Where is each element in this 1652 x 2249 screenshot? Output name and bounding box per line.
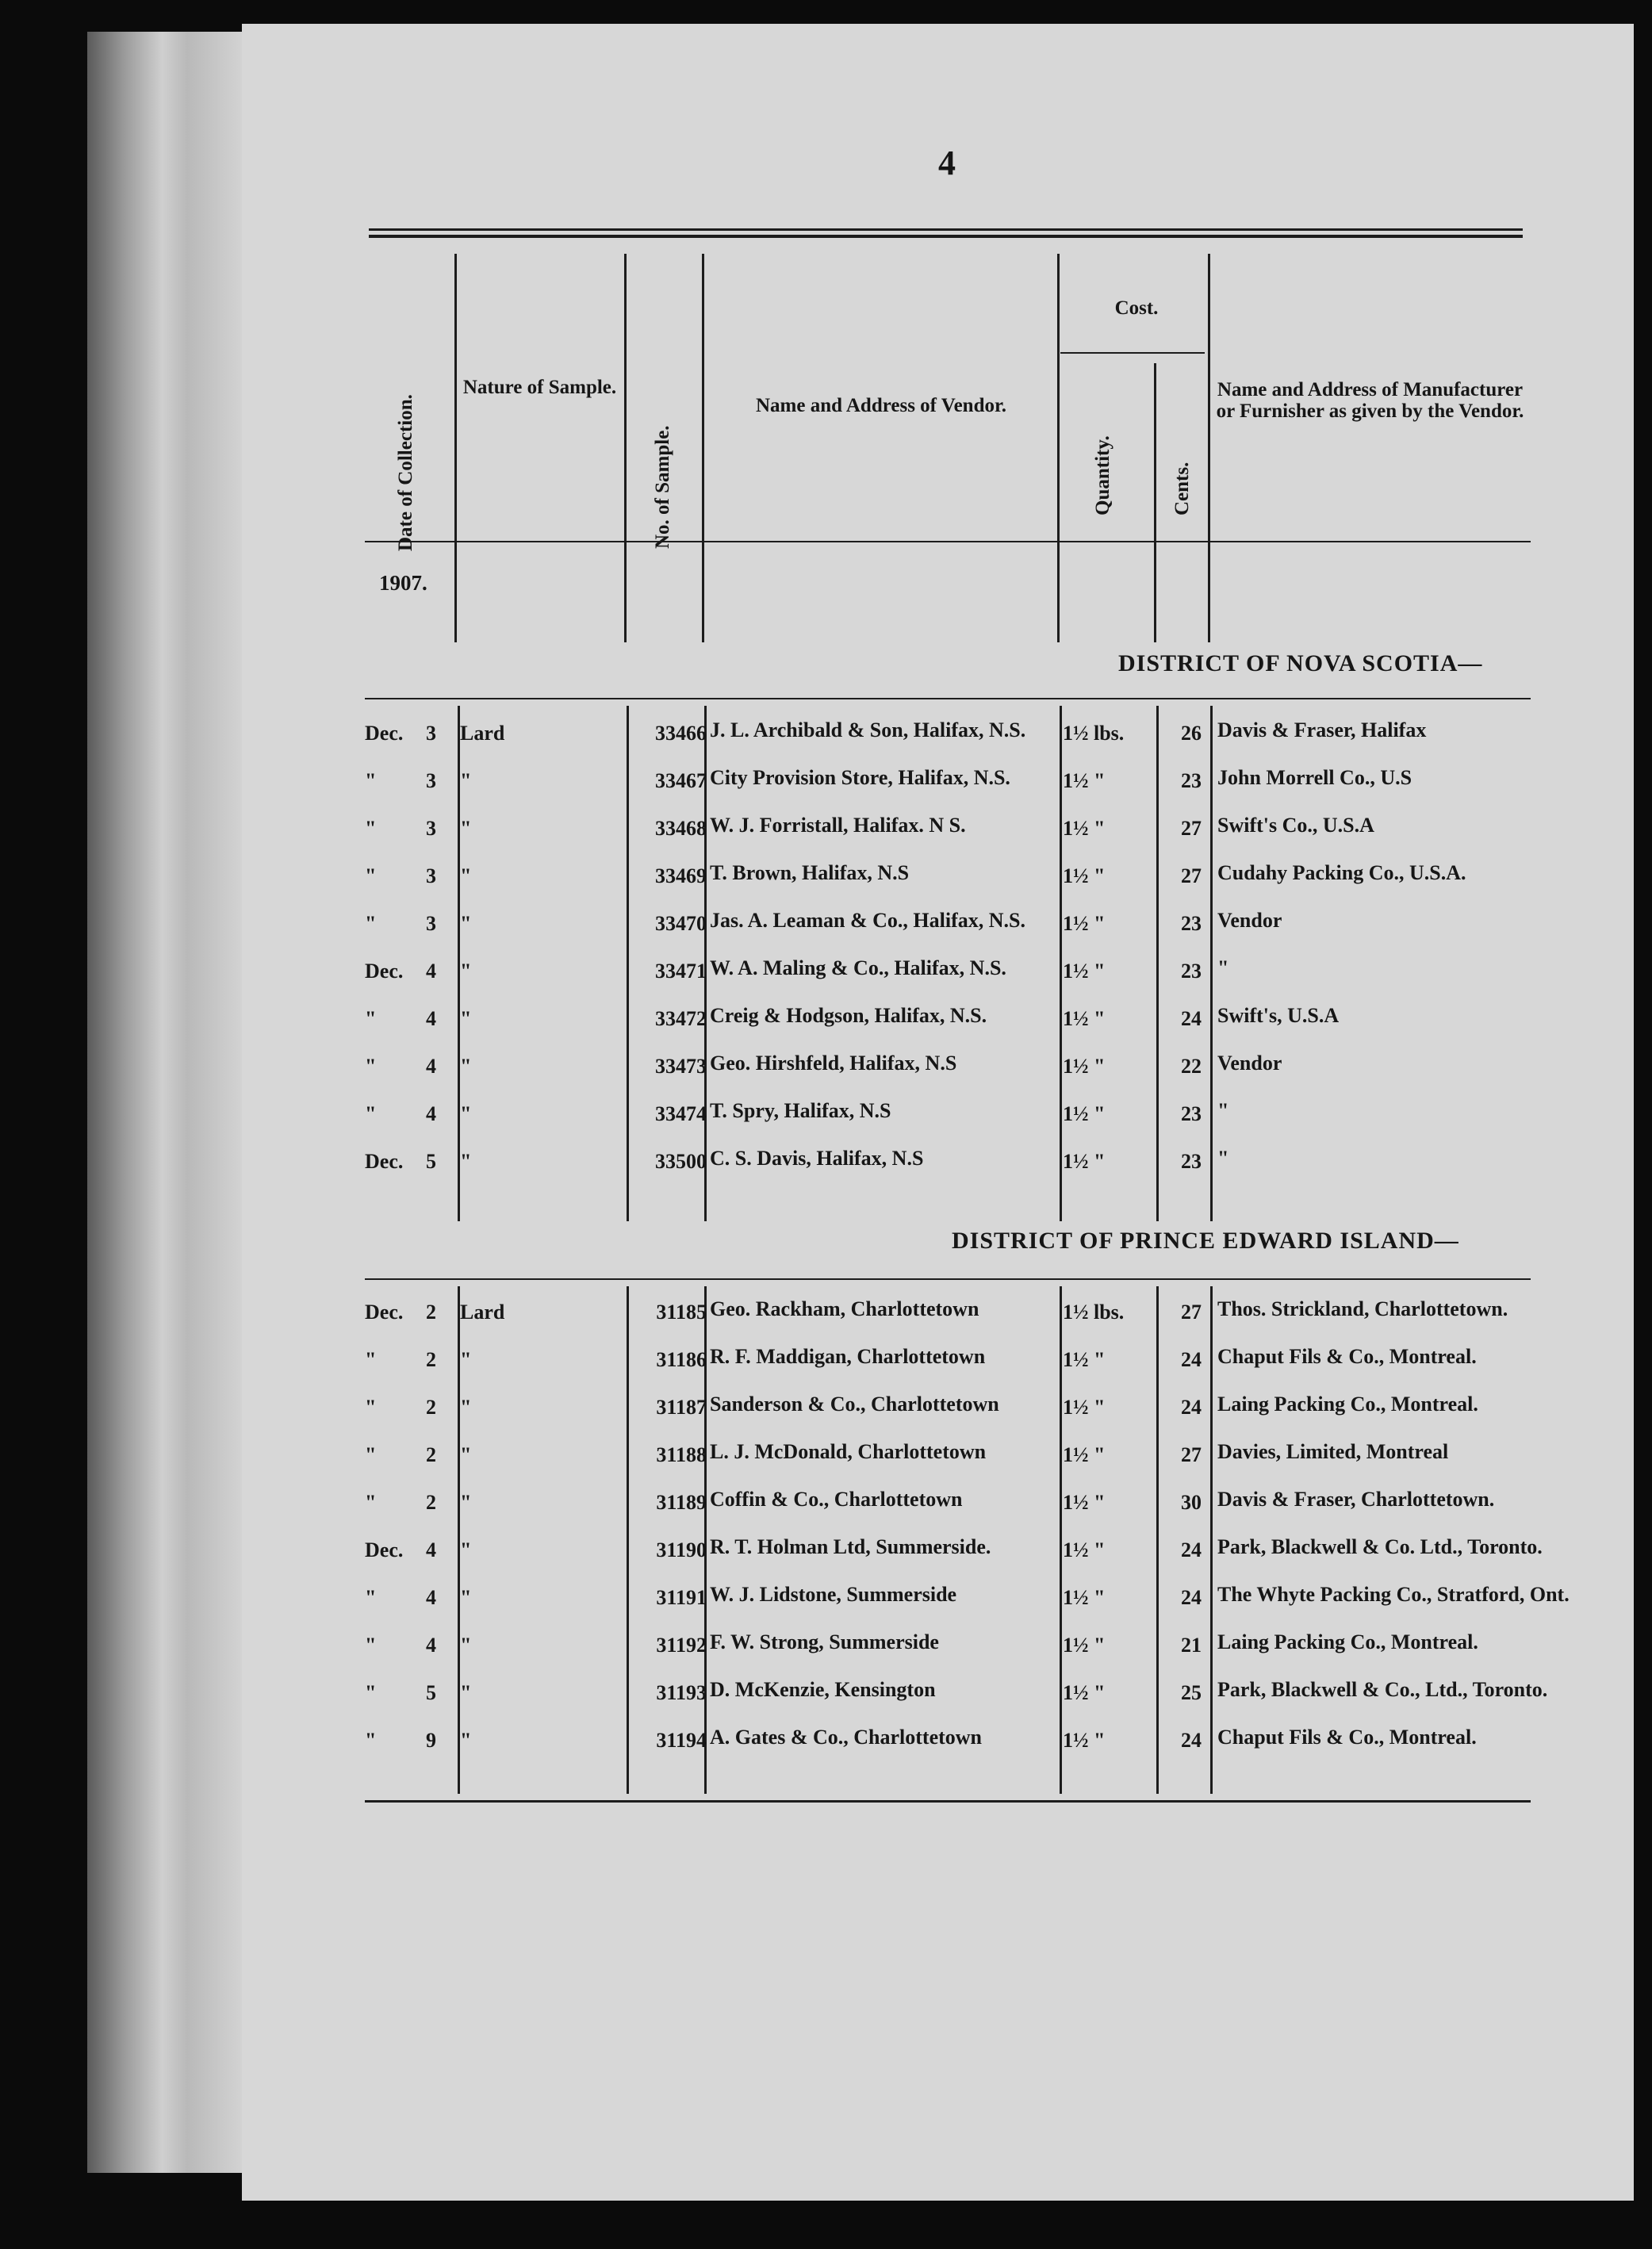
cell-vendor: W. J. Forristall, Halifax. N S. [710, 814, 966, 837]
table-row [242, 956, 1634, 1006]
cell-month: Dec. [365, 1301, 404, 1324]
cell-no: 31186 [656, 1348, 707, 1371]
cell-nature: " [460, 1729, 472, 1752]
cell-day: 4 [426, 1634, 436, 1657]
cell-cents: 24 [1181, 1729, 1202, 1752]
cell-qty: 1½ " [1063, 960, 1106, 983]
cell-vendor: J. L. Archibald & Son, Halifax, N.S. [710, 718, 1026, 741]
cell-no: 33474 [655, 1102, 707, 1125]
cell-no: 33470 [655, 912, 707, 935]
table-row [242, 718, 1634, 768]
cell-mfr: John Morrell Co., U.S [1217, 766, 1412, 789]
table-row [242, 909, 1634, 958]
cell-no: 31187 [656, 1396, 707, 1419]
cell-month: Dec. [365, 1538, 404, 1561]
cell-cents: 23 [1181, 1102, 1202, 1125]
cell-qty: 1½ " [1063, 1729, 1106, 1752]
cell-mfr: Cudahy Packing Co., U.S.A. [1217, 861, 1466, 884]
header-vendor: Name and Address of Vendor. [755, 395, 1007, 416]
cell-month: " [365, 912, 377, 935]
cell-no: 31193 [656, 1681, 707, 1704]
cell-nature: " [460, 1538, 472, 1561]
cell-day: 4 [426, 1538, 436, 1561]
cell-month: " [365, 1634, 377, 1657]
cell-month: Dec. [365, 722, 404, 745]
cell-day: 3 [426, 912, 436, 935]
district-title-pei: DISTRICT OF PRINCE EDWARD ISLAND— [952, 1228, 1459, 1254]
cell-qty: 1½ " [1063, 769, 1106, 792]
cell-qty: 1½ lbs. [1063, 722, 1125, 745]
cell-qty: 1½ " [1063, 1538, 1106, 1561]
cell-mfr: " [1217, 956, 1229, 979]
cell-vendor: A. Gates & Co., Charlottetown [710, 1726, 983, 1749]
cell-vendor: W. A. Maling & Co., Halifax, N.S. [710, 956, 1006, 979]
cell-mfr: Park, Blackwell & Co., Ltd., Toronto. [1217, 1678, 1548, 1701]
cell-nature: " [460, 1396, 472, 1419]
district-1-rule [365, 698, 1531, 699]
cell-qty: 1½ " [1063, 864, 1106, 887]
cell-mfr: Laing Packing Co., Montreal. [1217, 1393, 1478, 1416]
cell-nature: " [460, 1150, 472, 1173]
header-cents: Cents. [1171, 462, 1193, 515]
cell-vendor: T. Brown, Halifax, N.S [710, 861, 910, 884]
cell-cents: 24 [1181, 1538, 1202, 1561]
cell-vendor: Geo. Rackham, Charlottetown [710, 1297, 979, 1320]
cell-mfr: Davies, Limited, Montreal [1217, 1440, 1449, 1463]
table-row [242, 1630, 1634, 1680]
cell-no: 33473 [655, 1055, 707, 1078]
document-page [242, 24, 1634, 2201]
cell-qty: 1½ " [1063, 1348, 1106, 1371]
cell-qty: 1½ " [1063, 1681, 1106, 1704]
cell-mfr: Laing Packing Co., Montreal. [1217, 1630, 1478, 1653]
cell-cents: 27 [1181, 817, 1202, 840]
cell-cents: 25 [1181, 1681, 1202, 1704]
cell-no: 33471 [655, 960, 707, 983]
table-row [242, 1583, 1634, 1632]
cell-cents: 23 [1181, 769, 1202, 792]
table-row [242, 814, 1634, 863]
cell-nature: " [460, 1348, 472, 1371]
cell-no: 33472 [655, 1007, 707, 1030]
cell-month: " [365, 1102, 377, 1125]
cell-qty: 1½ " [1063, 912, 1106, 935]
cell-month: " [365, 864, 377, 887]
cell-day: 2 [426, 1491, 436, 1514]
cell-month: " [365, 1443, 377, 1466]
table-row [242, 1297, 1634, 1347]
cell-mfr: Chaput Fils & Co., Montreal. [1217, 1726, 1477, 1749]
cell-day: 3 [426, 769, 436, 792]
cell-mfr: Davis & Fraser, Charlottetown. [1217, 1488, 1495, 1511]
cell-day: 4 [426, 1586, 436, 1609]
cell-vendor: Geo. Hirshfeld, Halifax, N.S [710, 1052, 957, 1075]
cell-cents: 24 [1181, 1396, 1202, 1419]
cell-cents: 30 [1181, 1491, 1202, 1514]
cell-cents: 23 [1181, 912, 1202, 935]
cell-vendor: Sanderson & Co., Charlottetown [710, 1393, 999, 1416]
bottom-rule [365, 1800, 1531, 1803]
cell-cents: 27 [1181, 864, 1202, 887]
table-row [242, 766, 1634, 815]
cell-qty: 1½ " [1063, 1443, 1106, 1466]
year-label: 1907. [379, 571, 427, 595]
cell-nature: " [460, 769, 472, 792]
cell-nature: " [460, 1443, 472, 1466]
header-quantity: Quantity. [1092, 435, 1113, 515]
cell-no: 33468 [655, 817, 707, 840]
cell-no: 31192 [656, 1634, 707, 1657]
header-cost: Cost. [1114, 297, 1159, 319]
cell-nature: " [460, 1491, 472, 1514]
cell-vendor: Jas. A. Leaman & Co., Halifax, N.S. [710, 909, 1025, 932]
table-row [242, 1393, 1634, 1442]
cell-mfr: Swift's, U.S.A [1217, 1004, 1340, 1027]
cell-mfr: Thos. Strickland, Charlottetown. [1217, 1297, 1508, 1320]
cell-mfr: Park, Blackwell & Co. Ltd., Toronto. [1217, 1535, 1543, 1558]
district-title-nova-scotia: DISTRICT OF NOVA SCOTIA— [1118, 650, 1483, 676]
header-no: No. of Sample. [652, 425, 673, 549]
cell-nature: " [460, 864, 472, 887]
cell-month: Dec. [365, 1150, 404, 1173]
cell-no: 31194 [656, 1729, 707, 1752]
cell-mfr: The Whyte Packing Co., Stratford, Ont. [1217, 1583, 1570, 1606]
cell-cents: 24 [1181, 1586, 1202, 1609]
cell-day: 2 [426, 1443, 436, 1466]
table-row [242, 1726, 1634, 1775]
cell-qty: 1½ " [1063, 1586, 1106, 1609]
table-row [242, 1440, 1634, 1489]
cell-month: " [365, 1729, 377, 1752]
cell-nature: " [460, 1634, 472, 1657]
cell-nature: " [460, 1102, 472, 1125]
cell-mfr: Chaput Fils & Co., Montreal. [1217, 1345, 1477, 1368]
cell-vendor: R. T. Holman Ltd, Summerside. [710, 1535, 991, 1558]
cell-vendor: City Provision Store, Halifax, N.S. [710, 766, 1010, 789]
cell-cents: 22 [1181, 1055, 1202, 1078]
top-rule-2 [369, 235, 1523, 238]
col-line-5 [1154, 363, 1156, 642]
cell-vendor: C. S. Davis, Halifax, N.S [710, 1147, 924, 1170]
cell-no: 31191 [656, 1586, 707, 1609]
cell-month: " [365, 1396, 377, 1419]
page-number: 4 [938, 144, 956, 182]
cell-no: 31190 [656, 1538, 707, 1561]
cell-mfr: Davis & Fraser, Halifax [1217, 718, 1427, 741]
cell-qty: 1½ " [1063, 1150, 1106, 1173]
col-line-4 [1057, 254, 1060, 642]
cell-qty: 1½ " [1063, 1007, 1106, 1030]
cell-month: " [365, 1491, 377, 1514]
cell-cents: 21 [1181, 1634, 1202, 1657]
cell-day: 4 [426, 1007, 436, 1030]
col-line-2 [624, 254, 627, 642]
cell-mfr: " [1217, 1147, 1229, 1170]
cell-vendor: F. W. Strong, Summerside [710, 1630, 939, 1653]
cell-cents: 24 [1181, 1348, 1202, 1371]
cell-qty: 1½ lbs. [1063, 1301, 1125, 1324]
header-manufacturer: Name and Address of Manufacturer or Furnisher as given by the Vendor. [1216, 379, 1524, 422]
table-row [242, 1004, 1634, 1053]
cell-qty: 1½ " [1063, 817, 1106, 840]
table-row [242, 1488, 1634, 1537]
cell-month: " [365, 769, 377, 792]
table-row [242, 1147, 1634, 1196]
cell-vendor: T. Spry, Halifax, N.S [710, 1099, 891, 1122]
cell-day: 9 [426, 1729, 436, 1752]
table-row [242, 1345, 1634, 1394]
cell-day: 2 [426, 1301, 436, 1324]
cell-nature: " [460, 912, 472, 935]
cell-month: Dec. [365, 960, 404, 983]
cell-mfr: " [1217, 1099, 1229, 1122]
cell-qty: 1½ " [1063, 1634, 1106, 1657]
cell-no: 33500 [655, 1150, 707, 1173]
header-nature: Nature of Sample. [462, 377, 617, 398]
cell-day: 2 [426, 1396, 436, 1419]
cell-cents: 27 [1181, 1443, 1202, 1466]
cell-day: 4 [426, 1055, 436, 1078]
cell-nature: " [460, 960, 472, 983]
cell-day: 3 [426, 817, 436, 840]
cell-month: " [365, 1348, 377, 1371]
cell-month: " [365, 817, 377, 840]
top-rule [369, 228, 1523, 231]
cell-no: 31188 [656, 1443, 707, 1466]
cell-day: 3 [426, 722, 436, 745]
cell-vendor: L. J. McDonald, Charlottetown [710, 1440, 987, 1463]
cell-day: 3 [426, 864, 436, 887]
cell-month: " [365, 1055, 377, 1078]
header-bottom-rule [365, 541, 1531, 542]
cell-qty: 1½ " [1063, 1491, 1106, 1514]
table-row [242, 1052, 1634, 1101]
district-2-rule [365, 1278, 1531, 1280]
table-row [242, 1678, 1634, 1727]
cell-qty: 1½ " [1063, 1396, 1106, 1419]
cell-vendor: Creig & Hodgson, Halifax, N.S. [710, 1004, 987, 1027]
cell-vendor: W. J. Lidstone, Summerside [710, 1583, 957, 1606]
cell-qty: 1½ " [1063, 1102, 1106, 1125]
header-date: Date of Collection. [395, 394, 416, 551]
cell-nature: Lard [460, 722, 505, 745]
cell-vendor: D. McKenzie, Kensington [710, 1678, 936, 1701]
cell-cents: 27 [1181, 1301, 1202, 1324]
table-row [242, 1535, 1634, 1584]
cell-cents: 26 [1181, 722, 1202, 745]
cell-cents: 23 [1181, 1150, 1202, 1173]
cell-day: 5 [426, 1681, 436, 1704]
cell-mfr: Vendor [1217, 1052, 1282, 1075]
cell-vendor: Coffin & Co., Charlottetown [710, 1488, 963, 1511]
cell-nature: " [460, 817, 472, 840]
col-line-3 [702, 254, 704, 642]
cell-month: " [365, 1007, 377, 1030]
cell-vendor: R. F. Maddigan, Charlottetown [710, 1345, 986, 1368]
cost-rule [1060, 352, 1205, 354]
cell-cents: 23 [1181, 960, 1202, 983]
cell-nature: " [460, 1681, 472, 1704]
table-row [242, 1099, 1634, 1148]
cell-month: " [365, 1681, 377, 1704]
cell-cents: 24 [1181, 1007, 1202, 1030]
col-line-6 [1208, 254, 1210, 642]
table-row [242, 861, 1634, 910]
cell-no: 31185 [656, 1301, 707, 1324]
cell-no: 33466 [655, 722, 707, 745]
col-line-1 [454, 254, 457, 642]
cell-day: 4 [426, 1102, 436, 1125]
cell-no: 33469 [655, 864, 707, 887]
cell-day: 2 [426, 1348, 436, 1371]
book-spine [87, 32, 254, 2173]
cell-day: 4 [426, 960, 436, 983]
cell-nature: " [460, 1055, 472, 1078]
cell-no: 31189 [656, 1491, 707, 1514]
cell-day: 5 [426, 1150, 436, 1173]
cell-nature: " [460, 1007, 472, 1030]
cell-mfr: Swift's Co., U.S.A [1217, 814, 1374, 837]
cell-month: " [365, 1586, 377, 1609]
cell-no: 33467 [655, 769, 707, 792]
cell-nature: Lard [460, 1301, 505, 1324]
cell-nature: " [460, 1586, 472, 1609]
cell-qty: 1½ " [1063, 1055, 1106, 1078]
cell-mfr: Vendor [1217, 909, 1282, 932]
